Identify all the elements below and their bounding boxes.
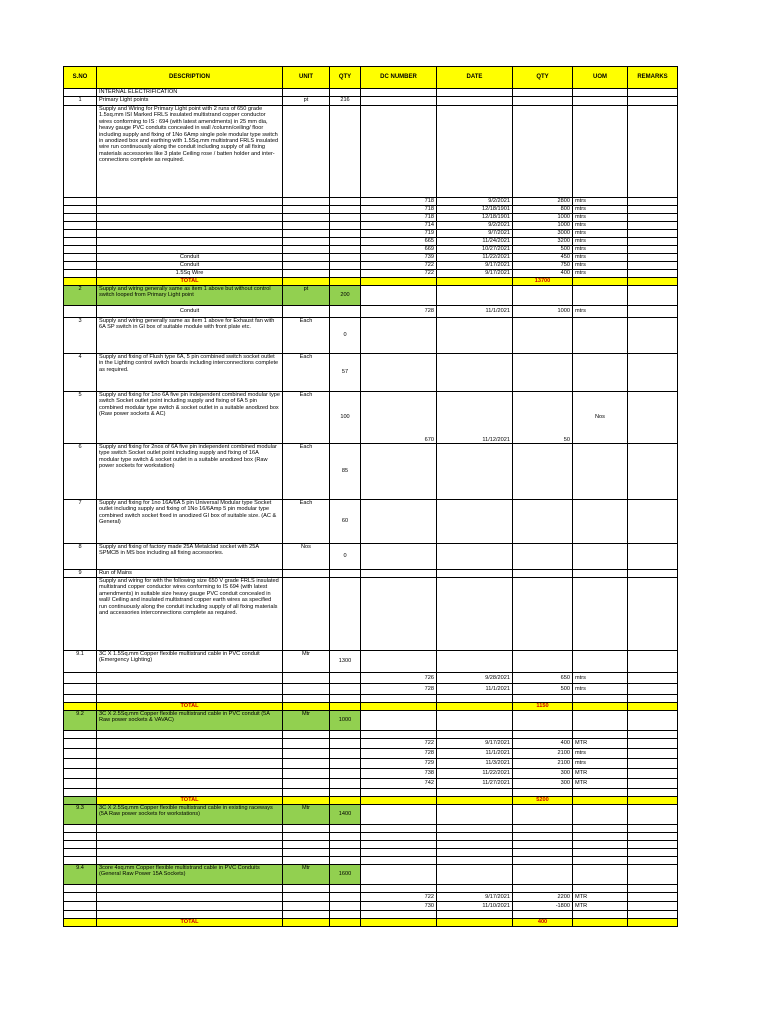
- cell-item1-deliveries-4-date: 9/7/2021: [437, 230, 513, 238]
- cell-item1-deliveries-1-label: [97, 206, 283, 214]
- delivery-row: [64, 222, 678, 230]
- delivery-row: [64, 206, 678, 214]
- item-description: 3C X 2.5Sq.mm Copper flexible multistrand cable in existing raceways (5A Raw power sockets for workstations): [97, 805, 283, 825]
- cell-item94-deliveries-0-date: 9/17/2021: [437, 893, 513, 902]
- cell-item1-deliveries-9-date: 9/17/2021: [437, 270, 513, 278]
- table-row: [64, 544, 678, 570]
- cell-item2-delivery-date: 11/1/2021: [437, 306, 513, 318]
- table-row: [64, 805, 678, 825]
- cell-item92-deliveries-3-uom: MTR: [573, 769, 628, 779]
- cell-item1-deliveries-3-qty: 1000: [513, 222, 573, 230]
- cell-item92-deliveries-1-date: 11/1/2021: [437, 749, 513, 759]
- table-row: [64, 911, 678, 919]
- cell-item9-title: Run of Mains: [97, 570, 283, 578]
- cell-item1-total_value: 13700: [513, 278, 573, 286]
- cell-item5-unit: Each: [283, 392, 330, 444]
- table-row: [64, 731, 678, 739]
- cell-item1-deliveries-3-dc: 714: [361, 222, 437, 230]
- cell-item91-deliveries-1-qty: 500: [513, 684, 573, 695]
- table-row: [64, 97, 678, 106]
- cell-item1-deliveries-8-label: Conduit: [97, 262, 283, 270]
- total-row: [64, 797, 678, 805]
- cell-item1-deliveries-8-qty: 750: [513, 262, 573, 270]
- cell-item94-deliveries-0-dc: 722: [361, 893, 437, 902]
- cell-item9-sno: 9: [64, 570, 97, 578]
- header-row: [64, 67, 678, 89]
- cell-item1-deliveries-0-dc: 718: [361, 198, 437, 206]
- cell-item1-deliveries-7-label: Conduit: [97, 254, 283, 262]
- total-row: [64, 278, 678, 286]
- cell-item1-deliveries-1-qty: 800: [513, 206, 573, 214]
- cell-item2-delivery-dc: 728: [361, 306, 437, 318]
- total-row: [64, 703, 678, 711]
- cell-item1-deliveries-0-uom: mtrs: [573, 198, 628, 206]
- delivery-row: [64, 749, 678, 759]
- cell-item1-deliveries-3-date: 9/2/2021: [437, 222, 513, 230]
- cell-item91-total_label: TOTAL: [97, 703, 283, 711]
- cell-item91-sno: 9.1: [64, 651, 97, 673]
- cell-item3-sno: 3: [64, 318, 97, 354]
- cell-item1-deliveries-3-uom: mtrs: [573, 222, 628, 230]
- cell-item1-deliveries-5-qty: 3200: [513, 238, 573, 246]
- cell-item92-deliveries-2-dc: 729: [361, 759, 437, 769]
- cell-item92-total_value: 5200: [513, 797, 573, 805]
- cell-item94-total_label: TOTAL: [97, 919, 283, 927]
- cell-item7-sno: 7: [64, 500, 97, 544]
- cell-item92-deliveries-0-uom: MTR: [573, 739, 628, 749]
- delivery-row: [64, 902, 678, 911]
- delivery-row: [64, 739, 678, 749]
- table-row: [64, 392, 678, 444]
- cell-item1-deliveries-1-uom: mtrs: [573, 206, 628, 214]
- cell-item92-deliveries-3-date: 11/22/2021: [437, 769, 513, 779]
- cell-item3-qty: 0: [330, 318, 361, 354]
- cell-item5-sno: 5: [64, 392, 97, 444]
- cell-item94-unit: Mtr: [283, 865, 330, 885]
- delivery-row: [64, 270, 678, 278]
- cell-item6-qty: 85: [330, 444, 361, 500]
- delivery-row: [64, 198, 678, 206]
- cell-item1-deliveries-6-dc: 669: [361, 246, 437, 254]
- cell-item1-deliveries-7-date: 11/22/2021: [437, 254, 513, 262]
- item-description: Supply and Wiring for Primary Light point with 2 runs of 650 grade 1.5sq.mm ISI Marked FRLS insulated multistrand copper conductor wires conforming to IS : 694 (with latest amendments) in 25 mm dia, heavy gauge PVC conduits concealed in wall /column/ceiling/ floor including supply and fixing of 1No 6Amp single pole modular type switch in anodized box and earthing with 1.5Sq.mm multistrand FRLS insulated wire run continuously along the conduit including supply of all fixing materials accessories like 3 plate Ceiling rose / batten holder and inter-connections complete as required.: [97, 106, 283, 198]
- cell-item1-deliveries-4-label: [97, 230, 283, 238]
- cell-item1-deliveries-4-uom: mtrs: [573, 230, 628, 238]
- cell-item1-sno: 1: [64, 97, 97, 106]
- cell-item92-deliveries-1-uom: mtrs: [573, 749, 628, 759]
- cell-item91-unit: Mtr: [283, 651, 330, 673]
- cell-item6-unit: Each: [283, 444, 330, 500]
- delivery-row: [64, 893, 678, 902]
- delivery-row: [64, 230, 678, 238]
- cell-item4-unit: Each: [283, 354, 330, 392]
- cell-item94-deliveries-1-uom: MTR: [573, 902, 628, 911]
- cell-item1-deliveries-3-label: [97, 222, 283, 230]
- delivery-row: [64, 262, 678, 270]
- cell-item92-deliveries-1-dc: 728: [361, 749, 437, 759]
- cell-item2-sno: 2: [64, 286, 97, 306]
- cell-item92-qty: 1000: [330, 711, 361, 731]
- cell-item93-sno: 9.3: [64, 805, 97, 825]
- cell-item1-deliveries-0-date: 9/2/2021: [437, 198, 513, 206]
- cell-item1-deliveries-7-dc: 739: [361, 254, 437, 262]
- item-description: Supply and fixing for 1no 6A five pin independent combined modular type switch Socket outlet point including supply and fixing of 6A 5 pin combined modular type switch & socket outlet in a suitable anodized box (Raw power sockets & AC): [97, 392, 283, 444]
- cell-item92-deliveries-4-uom: MTR: [573, 779, 628, 789]
- cell-item91-qty: 1300: [330, 651, 361, 673]
- cell-item5-qty: 100: [330, 392, 361, 444]
- table-row: [64, 865, 678, 885]
- cell-item92-unit: Mtr: [283, 711, 330, 731]
- section-title: INTERNAL ELECTRIFICATION: [97, 89, 283, 97]
- header-delivered-qty: QTY: [513, 67, 573, 89]
- cell-item1-deliveries-9-uom: mtrs: [573, 270, 628, 278]
- table-row: [64, 789, 678, 797]
- cell-item1-deliveries-2-label: [97, 214, 283, 222]
- cell-item92-deliveries-3-qty: 300: [513, 769, 573, 779]
- table-row: [64, 695, 678, 703]
- cell-item2-delivery-qty: 1000: [513, 306, 573, 318]
- cell-item94-total_value: 400: [513, 919, 573, 927]
- cell-item91-deliveries-0-qty: 650: [513, 673, 573, 684]
- table-row: [64, 849, 678, 857]
- table-row: [64, 286, 678, 306]
- cell-item94-deliveries-0-uom: MTR: [573, 893, 628, 902]
- cell-item92-deliveries-4-date: 11/27/2021: [437, 779, 513, 789]
- cell-item1-deliveries-9-qty: 400: [513, 270, 573, 278]
- delivery-row: [64, 246, 678, 254]
- cell-item92-sno: 9.2: [64, 711, 97, 731]
- cell-item1-deliveries-9-dc: 722: [361, 270, 437, 278]
- item-description: Supply and fixing of factory made 25A Metalclad socket with 25A SPMCB in MS box including all fixing accessories.: [97, 544, 283, 570]
- cell-item92-deliveries-2-date: 11/3/2021: [437, 759, 513, 769]
- cell-item94-deliveries-1-date: 11/10/2021: [437, 902, 513, 911]
- table-row: [64, 318, 678, 354]
- total-row: [64, 919, 678, 927]
- cell-item1-unit: pt: [283, 97, 330, 106]
- cell-item91-deliveries-1-uom: mtrs: [573, 684, 628, 695]
- cell-item94-sno: 9.4: [64, 865, 97, 885]
- cell-item5-date: 11/12/2021: [437, 392, 513, 444]
- cell-item7-unit: Each: [283, 500, 330, 544]
- delivery-row: [64, 214, 678, 222]
- cell-item92-deliveries-0-date: 9/17/2021: [437, 739, 513, 749]
- cell-item91-deliveries-0-uom: mtrs: [573, 673, 628, 684]
- table-row: [64, 500, 678, 544]
- cell-item94-qty: 1600: [330, 865, 361, 885]
- cell-item5-dc: 670: [361, 392, 437, 444]
- item-description: Supply and fixing for 2nos of 6A five pin independent combined modular type switch Socket outlet point including supply and fixing of 16A modular type switch & socket outlet in a suitable anodized box (Raw power sockets for workstation): [97, 444, 283, 500]
- cell-item91-deliveries-1-date: 11/1/2021: [437, 684, 513, 695]
- item-description: 3C X 2.5Sq.mm Copper flexible multistrand cable in PVC conduit (5A Raw power sockets & VAVAC): [97, 711, 283, 731]
- delivery-row: [64, 769, 678, 779]
- table-row: [64, 578, 678, 651]
- cell-item92-deliveries-0-qty: 400: [513, 739, 573, 749]
- table-row: [64, 354, 678, 392]
- cell-item1-total_label: TOTAL: [97, 278, 283, 286]
- table-row: [64, 825, 678, 833]
- cell-item92-deliveries-3-dc: 738: [361, 769, 437, 779]
- table-row: [64, 841, 678, 849]
- cell-item1-deliveries-6-label: [97, 246, 283, 254]
- cell-item3-unit: Each: [283, 318, 330, 354]
- cell-item1-deliveries-7-uom: mtrs: [573, 254, 628, 262]
- header-description: DESCRIPTION: [97, 67, 283, 89]
- cell-item1-deliveries-0-label: [97, 198, 283, 206]
- cell-item91-deliveries-0-date: 9/28/2021: [437, 673, 513, 684]
- bill-of-quantities-table: [63, 66, 678, 927]
- cell-item92-deliveries-4-qty: 300: [513, 779, 573, 789]
- item-description: Supply and wiring generally same as item 1 above but without control switch looped from Primary Light point: [97, 286, 283, 306]
- delivery-row: [64, 254, 678, 262]
- item-description: Supply and wiring generally same as item 1 above for Exhaust fan with 6A SP switch in GI box of suitable module with front plate etc.: [97, 318, 283, 354]
- header-dc-number: DC NUMBER: [361, 67, 437, 89]
- cell-item8-unit: Nos: [283, 544, 330, 570]
- cell-item1-deliveries-7-qty: 450: [513, 254, 573, 262]
- cell-item1-deliveries-8-uom: mtrs: [573, 262, 628, 270]
- table-row: [64, 444, 678, 500]
- cell-item1-deliveries-6-qty: 500: [513, 246, 573, 254]
- cell-item1-deliveries-0-qty: 2800: [513, 198, 573, 206]
- cell-item1-deliveries-1-dc: 718: [361, 206, 437, 214]
- cell-item1-deliveries-5-dc: 665: [361, 238, 437, 246]
- header-unit: UNIT: [283, 67, 330, 89]
- table-row: [64, 833, 678, 841]
- header-date: DATE: [437, 67, 513, 89]
- cell-item92-total_label: TOTAL: [97, 797, 283, 805]
- table-row: [64, 885, 678, 893]
- cell-item4-sno: 4: [64, 354, 97, 392]
- header-sno: S.NO: [64, 67, 97, 89]
- cell-item1-qty: 216: [330, 97, 361, 106]
- cell-item1-deliveries-2-date: 12/18/1901: [437, 214, 513, 222]
- delivery-row: [64, 306, 678, 318]
- cell-item7-qty: 60: [330, 500, 361, 544]
- cell-item1-deliveries-2-dc: 718: [361, 214, 437, 222]
- table-row: [64, 106, 678, 198]
- delivery-row: [64, 779, 678, 789]
- header-remarks: REMARKS: [628, 67, 678, 89]
- cell-item92-deliveries-4-dc: 742: [361, 779, 437, 789]
- cell-item92-deliveries-1-qty: 2100: [513, 749, 573, 759]
- cell-item1-deliveries-5-date: 11/24/2021: [437, 238, 513, 246]
- table-row: [64, 711, 678, 731]
- cell-item1-deliveries-6-uom: mtrs: [573, 246, 628, 254]
- cell-item1-deliveries-5-uom: mtrs: [573, 238, 628, 246]
- cell-item2-delivery-uom: mtrs: [573, 306, 628, 318]
- cell-item2-delivery-label: Conduit: [97, 306, 283, 318]
- cell-item92-deliveries-2-uom: mtrs: [573, 759, 628, 769]
- item-description: Supply and fixing of Flush type 6A, 5 pin combined switch socket outlet in the Lighting control switch boards including interconnections complete as required.: [97, 354, 283, 392]
- cell-item1-deliveries-5-label: [97, 238, 283, 246]
- cell-item1-deliveries-8-date: 9/17/2021: [437, 262, 513, 270]
- cell-item1-title: Primary Light points: [97, 97, 283, 106]
- item-description: 3C X 1.5Sq.mm Copper flexible multistrand cable in PVC conduit (Emergency Lighting): [97, 651, 283, 673]
- cell-item1-deliveries-4-qty: 3000: [513, 230, 573, 238]
- table-row: [64, 651, 678, 673]
- cell-item1-deliveries-1-date: 12/18/1901: [437, 206, 513, 214]
- cell-item6-sno: 6: [64, 444, 97, 500]
- delivery-row: [64, 673, 678, 684]
- cell-item93-qty: 1400: [330, 805, 361, 825]
- cell-item94-deliveries-0-qty: 2200: [513, 893, 573, 902]
- cell-item2-qty: 200: [330, 286, 361, 306]
- cell-item8-qty: 0: [330, 544, 361, 570]
- delivery-row: [64, 684, 678, 695]
- table-row: [64, 857, 678, 865]
- item-description: Supply and wiring for with the following size 650 V grade FRLS insulated multistrand copper conductor wires conforming to IS 694 (with latest amendments) in suitable size heavy gauge PVC conduit concealed in wall/ Ceiling and insulated multistrand copper earth wires as specified run continuously along the conduit including supply of all fixing materials and accessories interconnections complete as required.: [97, 578, 283, 651]
- cell-item91-total_value: 1150: [513, 703, 573, 711]
- cell-item2-unit: pt: [283, 286, 330, 306]
- cell-item5-uom: Nos: [573, 392, 628, 444]
- item-description: Supply and fixing for 1no 16A/6A 5 pin Universal Modular type Socket outlet including supply and fixing of 1No 16/6Amp 5 pin modular type combined switch socket fixed in anodized GI box of suitable size. (AC & General): [97, 500, 283, 544]
- table-row: [64, 570, 678, 578]
- delivery-row: [64, 759, 678, 769]
- cell-item1-deliveries-2-qty: 1000: [513, 214, 573, 222]
- cell-item1-deliveries-9-label: 1.5Sq Wire: [97, 270, 283, 278]
- cell-item5-dqty: 50: [513, 392, 573, 444]
- cell-item91-deliveries-1-dc: 728: [361, 684, 437, 695]
- cell-item1-deliveries-4-dc: 719: [361, 230, 437, 238]
- cell-item94-deliveries-1-qty: -1800: [513, 902, 573, 911]
- cell-item92-deliveries-0-dc: 722: [361, 739, 437, 749]
- header-uom: UOM: [573, 67, 628, 89]
- item-description: 3core 4sq.mm Copper flexible multistrand cable in PVC Conduits (General Raw Power 15A Sockets): [97, 865, 283, 885]
- header-qty: QTY: [330, 67, 361, 89]
- cell-item94-deliveries-1-dc: 730: [361, 902, 437, 911]
- cell-item1-deliveries-2-uom: mtrs: [573, 214, 628, 222]
- cell-item93-unit: Mtr: [283, 805, 330, 825]
- section-row: [64, 89, 678, 97]
- delivery-row: [64, 238, 678, 246]
- cell-item4-qty: 57: [330, 354, 361, 392]
- cell-item1-deliveries-8-dc: 722: [361, 262, 437, 270]
- cell-item8-sno: 8: [64, 544, 97, 570]
- cell-item92-deliveries-2-qty: 2100: [513, 759, 573, 769]
- cell-item91-deliveries-0-dc: 726: [361, 673, 437, 684]
- cell-item1-deliveries-6-date: 10/27/2021: [437, 246, 513, 254]
